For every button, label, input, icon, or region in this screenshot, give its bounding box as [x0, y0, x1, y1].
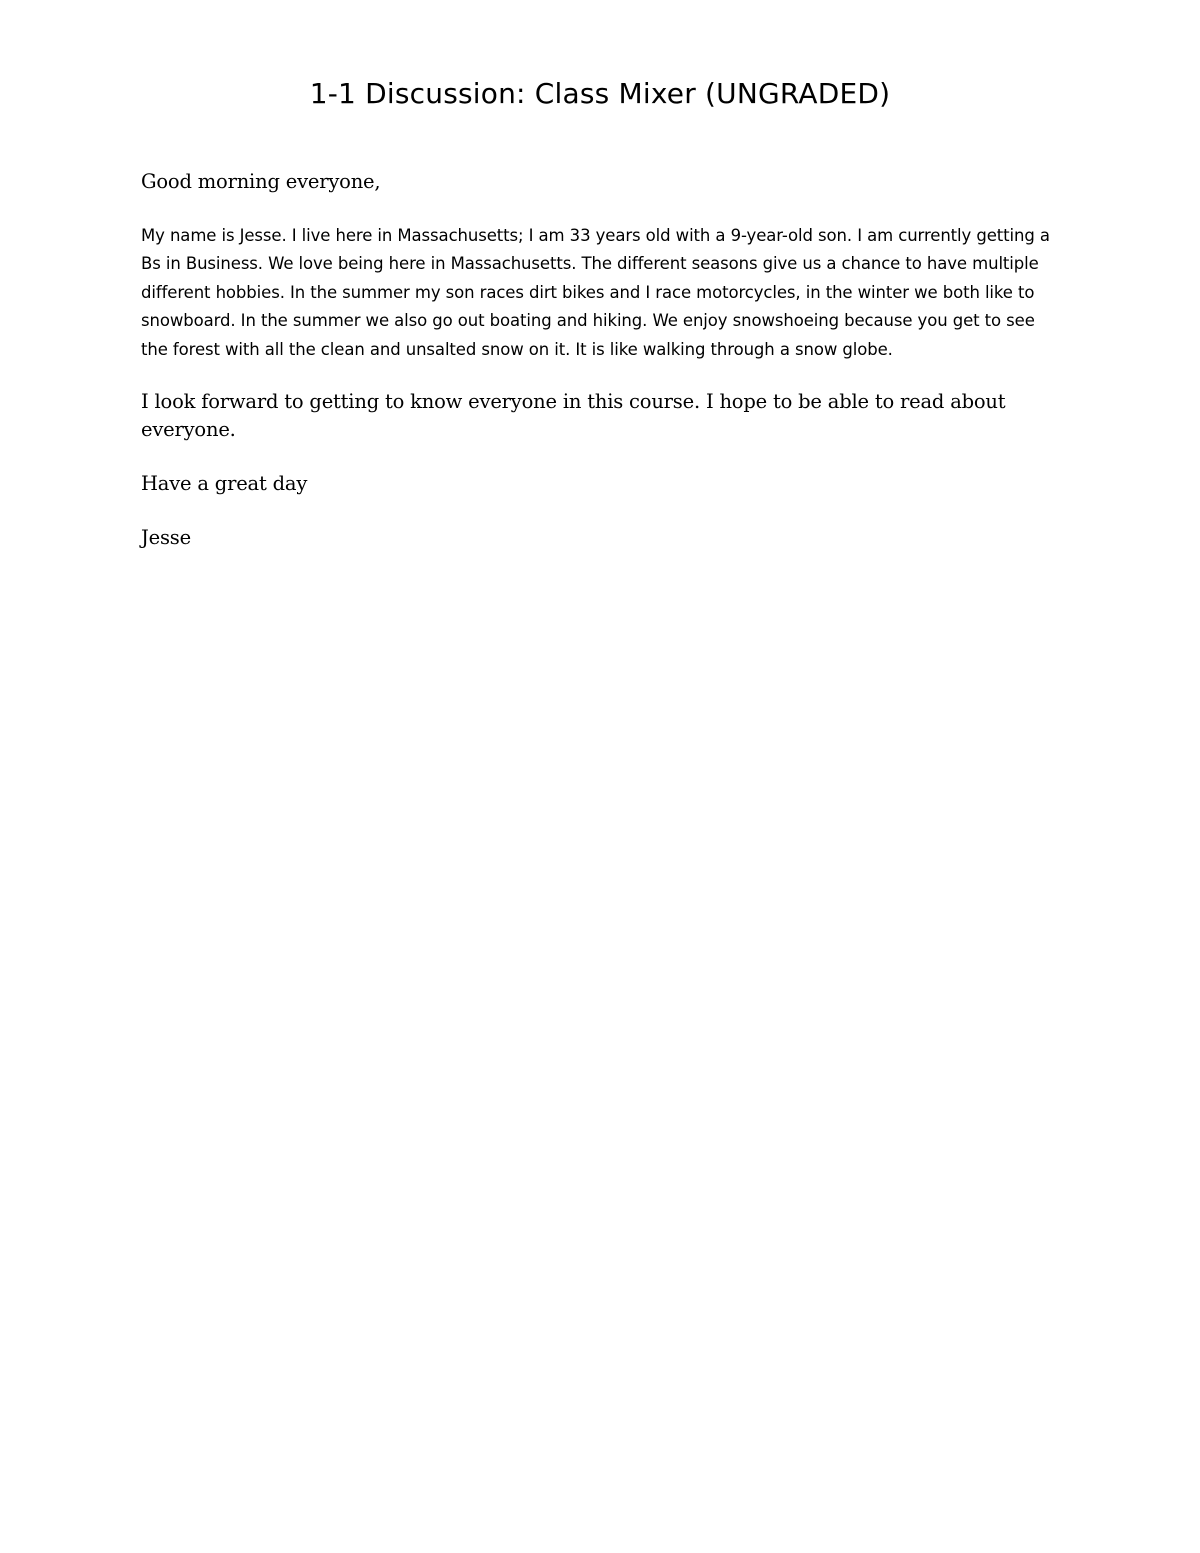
document-body — [141, 168, 1061, 552]
forward-paragraph: I look forward to getting to know everyone in this course. I hope to be able to read about everyone. — [141, 390, 1006, 442]
greeting-paragraph: Good morning everyone, — [141, 170, 381, 193]
introduction-paragraph: My name is Jesse. I live here in Massachusetts; I am 33 years old with a 9-year-old son. I am currently getting a Bs in Business. We love being here in Massachusetts. The different seasons give us a chance to have multiple different hobbies. In the summer my son races dirt bikes and I race motorcycles, in the winter we both like to snowboard. In the summer we also go out boating and hiking. We enjoy snowshoeing because you get to see the forest with all the clean and unsalted snow on it. It is like walking through a snow globe. — [141, 226, 1050, 359]
closing-line: Have a great day — [141, 472, 308, 496]
document-title: 1-1 Discussion: Class Mixer (UNGRADED) — [309, 77, 891, 110]
signature-name: Jesse — [141, 526, 191, 550]
